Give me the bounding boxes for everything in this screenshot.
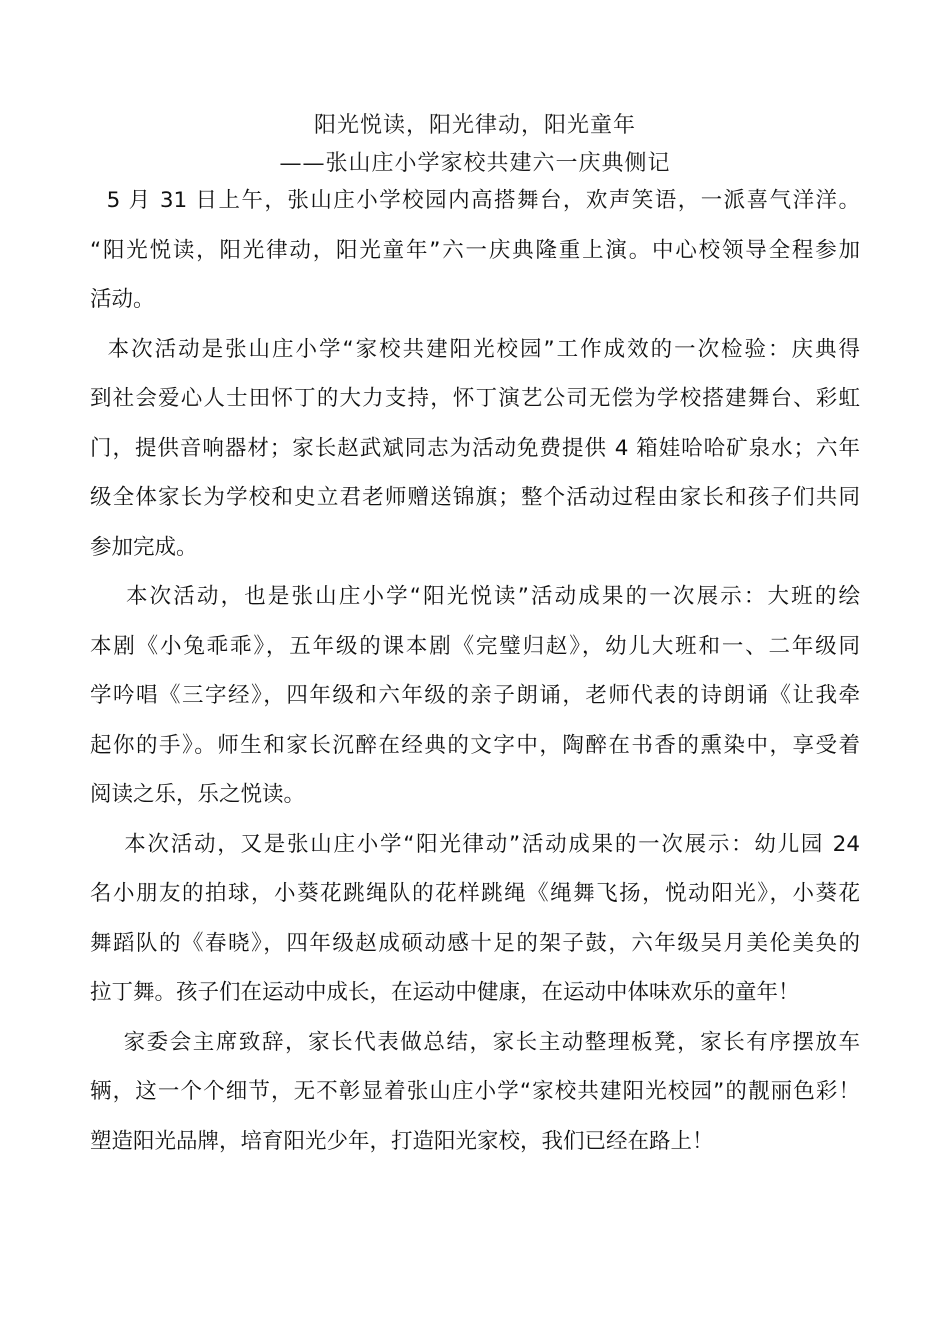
paragraph-2-line-2: 到社会爱心人士田怀丁的大力支持，怀丁演艺公司无偿为学校搭建舞台、彩虹: [90, 386, 860, 411]
paragraph-3-line-3: 学吟唱《三字经》，四年级和六年级的亲子朗诵，老师代表的诗朗诵《让我牵: [90, 683, 860, 708]
paragraph-1-line-1: 5 月 31 日上午，张山庄小学校园内高搭舞台，欢声笑语，一派喜气洋洋。: [90, 188, 860, 213]
paragraph-1-line-2: “阳光悦读，阳光律动，阳光童年”六一庆典隆重上演。中心校领导全程参加: [90, 237, 860, 263]
paragraph-5-line-3: 塑造阳光品牌，培育阳光少年，打造阳光家校，我们已经在路上！: [90, 1128, 714, 1154]
document-subtitle: ——张山庄小学家校共建六一庆典侧记: [279, 151, 671, 176]
paragraph-4-line-4: 拉丁舞。孩子们在运动中成长，在运动中健康，在运动中体味欢乐的童年！: [90, 980, 800, 1005]
paragraph-4-line-3: 舞蹈队的《春晓》，四年级赵成硕动感十足的架子鼓，六年级吴月美伦美奂的: [90, 930, 860, 956]
paragraph-4-line-2: 名小朋友的拍球，小葵花跳绳队的花样跳绳《绳舞飞扬，悦动阳光》，小葵花: [90, 881, 860, 906]
paragraph-2-line-4: 级全体家长为学校和史立君老师赠送锦旗；整个活动过程由家长和孩子们共同: [90, 485, 860, 510]
paragraph-5-line-1: 家委会主席致辞，家长代表做总结，家长主动整理板凳，家长有序摆放车: [90, 1029, 860, 1055]
paragraph-1-line-3: 活动。: [90, 287, 155, 312]
paragraph-2-line-3: 门，提供音响器材；家长赵武斌同志为活动免费提供 4 箱娃哈哈矿泉水；六年: [90, 435, 860, 461]
paragraph-4-line-1: 本次活动，又是张山庄小学“阳光律动”活动成果的一次展示：幼儿园 24: [90, 831, 860, 857]
document-body: [90, 183, 860, 1173]
paragraph-3-line-4: 起你的手》。师生和家长沉醉在经典的文字中，陶醉在书香的熏染中，享受着: [90, 732, 860, 758]
paragraph-3-line-1: 本次活动，也是张山庄小学“阳光悦读”活动成果的一次展示：大班的绘: [90, 584, 860, 609]
paragraph-3-line-2: 本剧《小兔乖乖》，五年级的课本剧《完璧归赵》，幼儿大班和一、二年级同: [90, 633, 860, 659]
paragraph-2-line-5: 参加完成。: [90, 534, 198, 560]
paragraph-3-line-5: 阅读之乐，乐之悦读。: [90, 782, 306, 807]
paragraph-5-line-2: 辆，这一个个细节，无不彰显着张山庄小学“家校共建阳光校园”的靓丽色彩！: [90, 1079, 860, 1104]
paragraph-2-line-1: 本次活动是张山庄小学“家校共建阳光校园”工作成效的一次检验：庆典得: [90, 336, 860, 362]
document-title: 阳光悦读，阳光律动，阳光童年: [313, 113, 636, 138]
